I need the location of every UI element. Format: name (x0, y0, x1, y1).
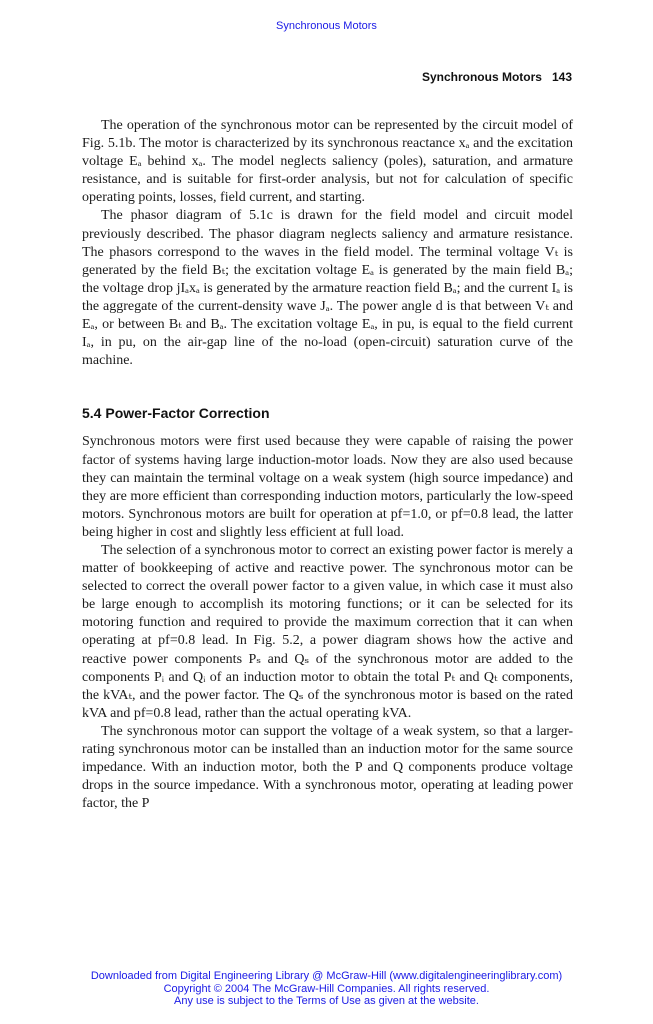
running-header (422, 70, 572, 84)
paragraph-circuit-model: The operation of the synchronous motor can be represented by the circuit model of Fig. 5.1b. The motor is characterized by its synchronous reactance xₐ and the excitation voltage Eₐ behind xₐ. The model neglects saliency (poles), saturation, and armature resistance, and is suitable for first-order analysis, but not for calculation of specific operating points, losses, field current, and starting. (82, 118, 573, 206)
paragraph-phasor-diagram: The phasor diagram of 5.1c is drawn for the field model and circuit model previously described. The phasor diagram neglects saliency and armature resistance. The phasors correspond to the waves in the field model. The terminal voltage Vₜ is generated by the field Bₜ; the excitation voltage Eₐ is generated by the main field Bₐ; the voltage drop jIₐxₐ is generated by the armature reaction field Bₐ; and the current Iₐ is the aggregate of the current-density wave Jₐ. The power angle d is that between Vₜ and Eₐ, or between Bₜ and Bₐ. The excitation voltage Eₐ, in pu, is equal to the field current Iₐ, in pu, on the air-gap line of the no-load (open-circuit) saturation curve of the machine. (82, 208, 573, 369)
paragraph-pf-intro: Synchronous motors were first used because they were capable of raising the power factor of systems having large induction-motor loads. Now they are also used because they can maintain the terminal voltage on a weak system (high source impedance) and they are more efficient than corresponding induction motors, particularly the low-speed motors. Synchronous motors are built for operation at pf=1.0, or pf=0.8 lead, the latter being higher in cost and slightly less efficient at full load. (82, 434, 573, 540)
footer-download-link[interactable]: Downloaded from Digital Engineering Library @ McGraw-Hill (www.digitalengineeringlibrary.com) (90, 970, 563, 982)
footer-copyright: Copyright © 2004 The McGraw-Hill Companies. All rights reserved. (163, 982, 490, 995)
footer-terms-link[interactable]: Any use is subject to the Terms of Use as given at the website. (174, 995, 479, 1007)
paragraph-pf-selection: The selection of a synchronous motor to correct an existing power factor is merely a matter of bookkeeping of active and reactive power. The synchronous motor can be selected to correct the overall power factor to a given value, in which case it must also be large enough to accomplish its motoring functions; or it can be selected for its motoring function and required to provide the maximum correction that it can when operating at pf=0.8 lead. In Fig. 5.2, a power diagram shows how the active and reactive power components Pₛ and Qₛ of the synchronous motor are added to the components Pᵢ and Qᵢ of an induction motor to obtain the total Pₜ and Qₜ components, the kVAₜ, and the power factor. The Qₛ of the synchronous motor is based on the rated kVA and pf=0.8 lead, rather than the actual operating kVA. (82, 542, 573, 721)
page-body (82, 117, 573, 813)
running-title: Synchronous Motors (421, 70, 542, 84)
top-chapter-link[interactable]: Synchronous Motors (276, 20, 377, 32)
page-number: 143 (551, 70, 572, 84)
paragraph-weak-system: The synchronous motor can support the voltage of a weak system, so that a larger-rating synchronous motor can be installed than an induction motor for the same source impedance. With an induction motor, both the P and Q components produce voltage drops in the source impedance. With a synchronous motor, operating at leading power factor, the P (82, 723, 573, 812)
section-heading: 5.4 Power-Factor Correction (82, 405, 270, 422)
footer (0, 970, 653, 1008)
